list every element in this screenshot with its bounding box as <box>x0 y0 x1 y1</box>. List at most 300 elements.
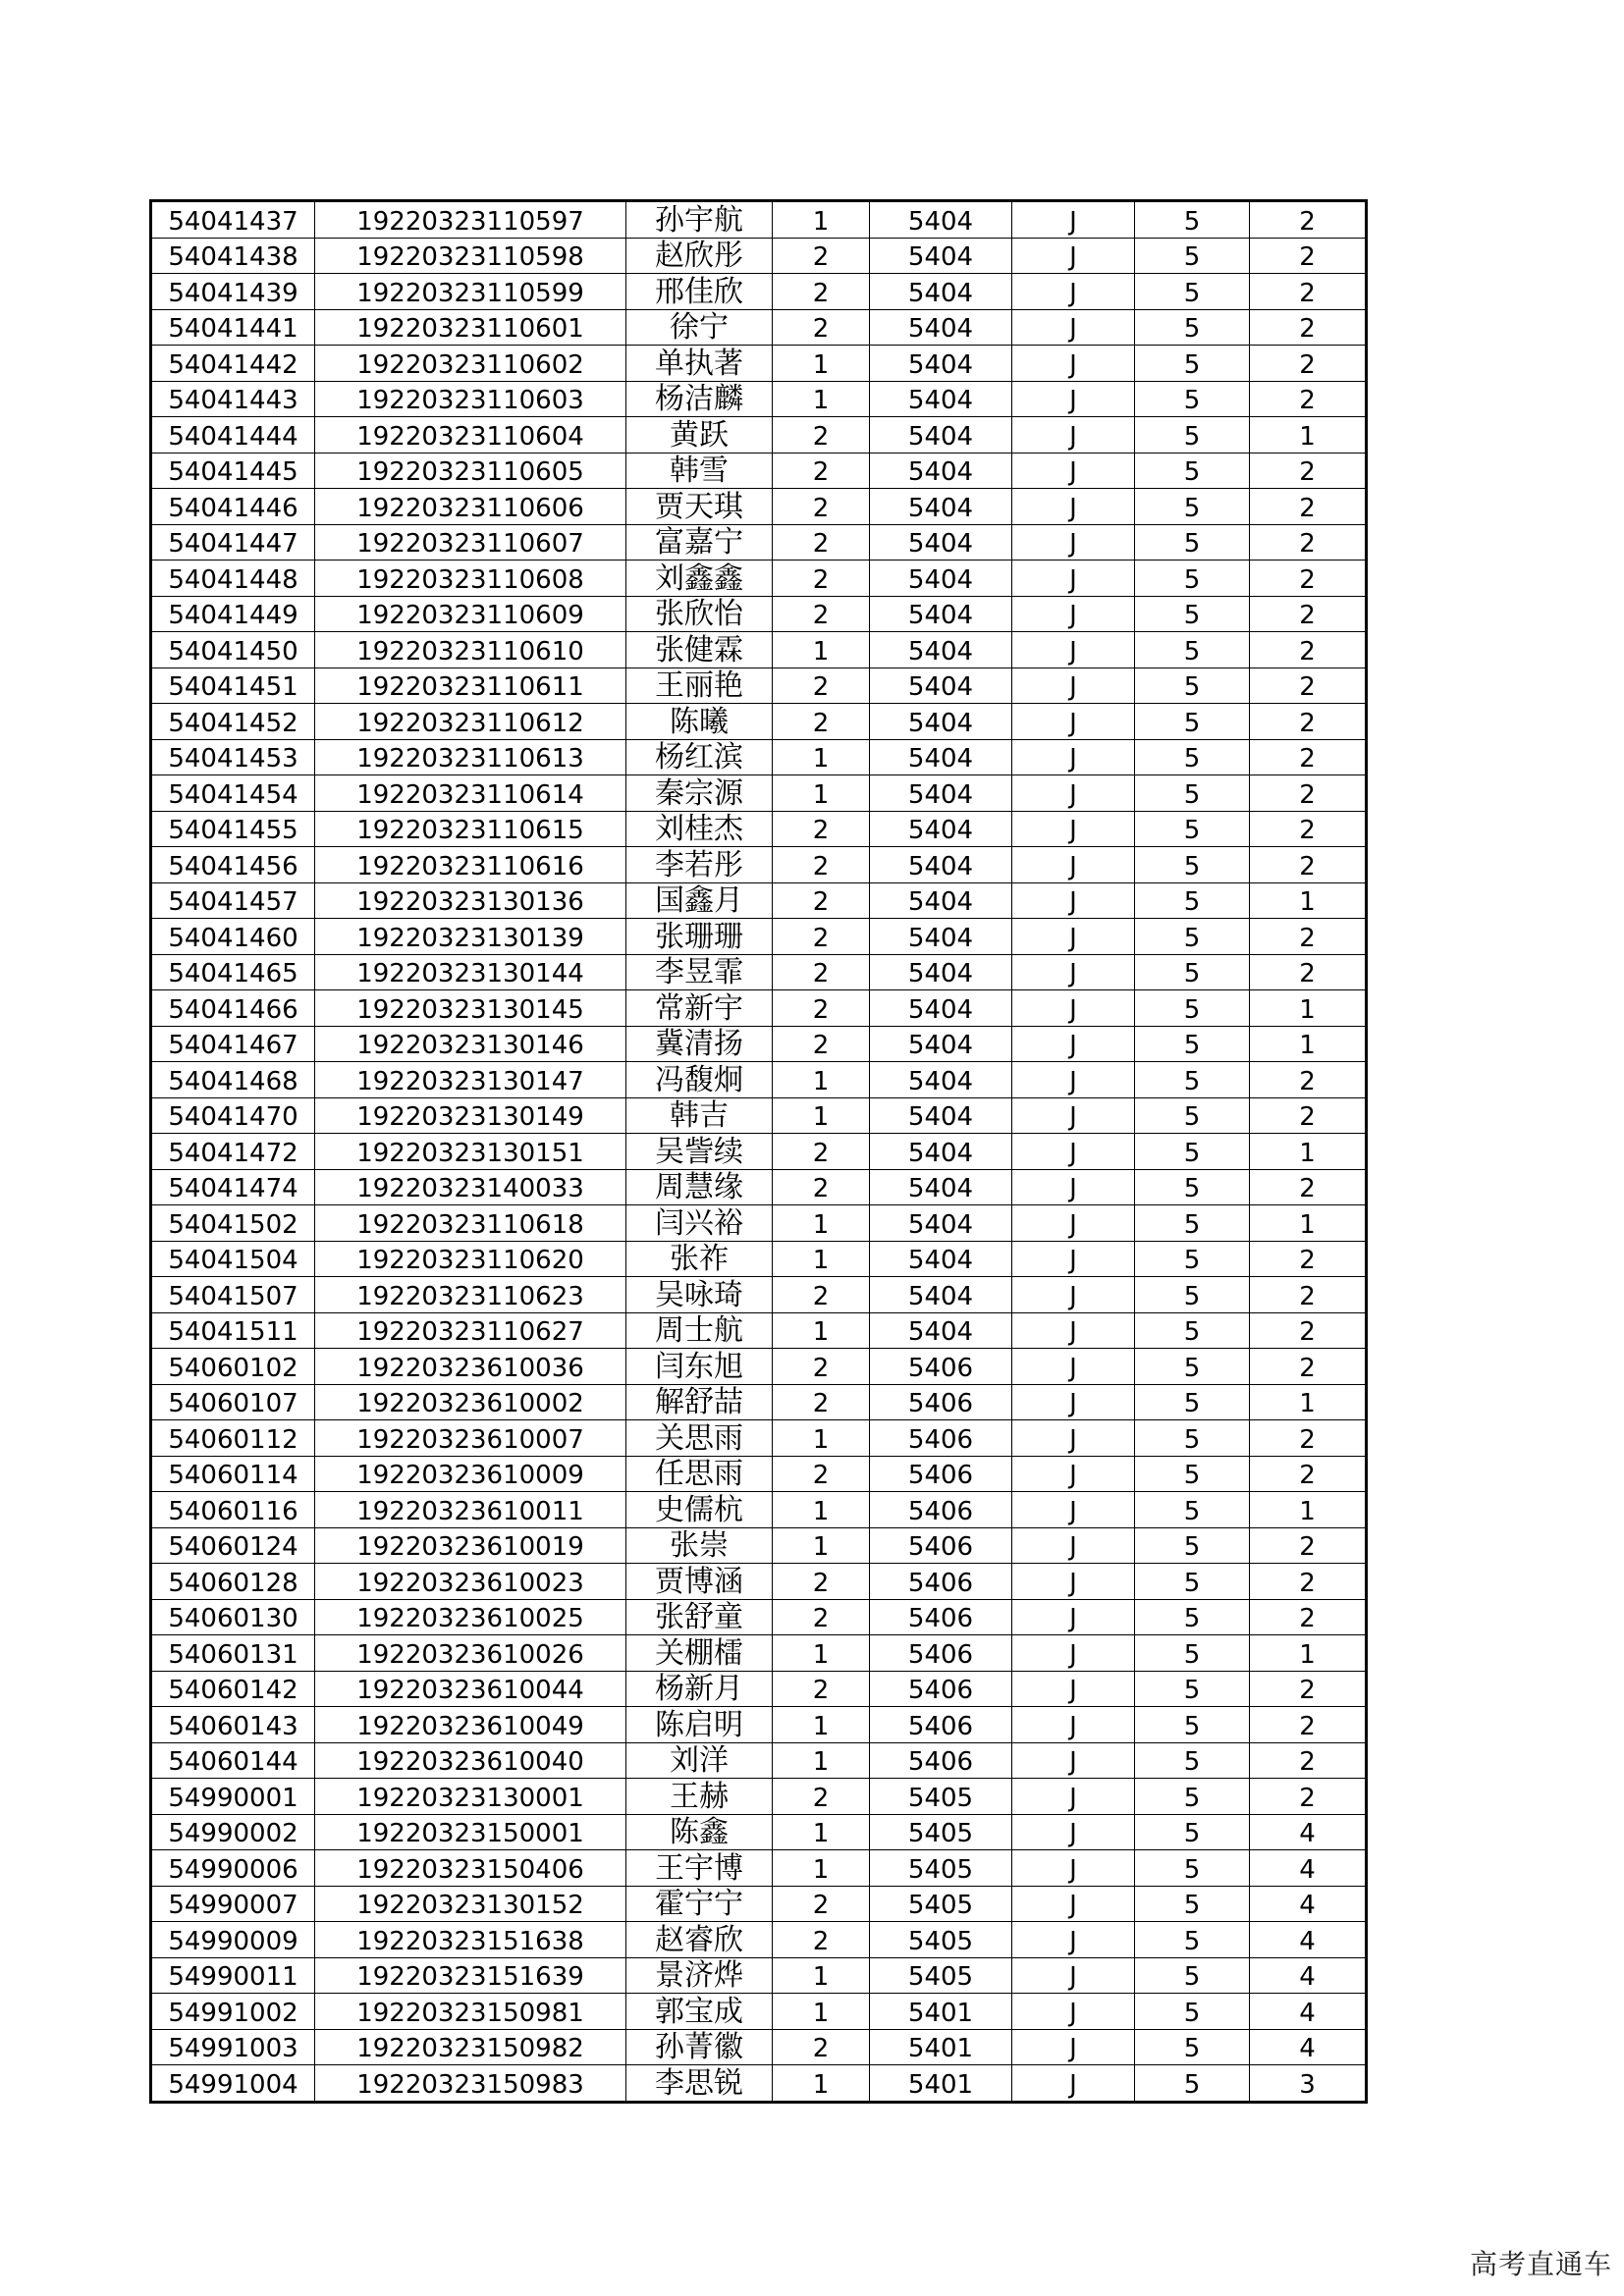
result-code-cell: 2 <box>1250 238 1367 274</box>
level-cell: 5 <box>1135 739 1250 775</box>
school-code-cell: 5404 <box>870 524 1012 561</box>
category-cell: J <box>1012 238 1135 274</box>
school-code-cell: 5406 <box>870 1349 1012 1385</box>
table-row <box>151 346 1367 382</box>
school-code-cell: 5404 <box>870 847 1012 883</box>
category-cell: J <box>1012 1241 1135 1277</box>
exam-id-cell: 19220323130151 <box>315 1134 626 1170</box>
ticket-number-cell: 54041511 <box>151 1312 315 1349</box>
table-row <box>151 381 1367 417</box>
result-code-cell: 2 <box>1250 274 1367 310</box>
gender-code-cell: 2 <box>773 1456 870 1492</box>
level-cell: 5 <box>1135 1312 1250 1349</box>
category-cell: J <box>1012 381 1135 417</box>
level-cell: 5 <box>1135 1384 1250 1420</box>
school-code-cell: 5404 <box>870 1241 1012 1277</box>
level-cell: 5 <box>1135 1671 1250 1707</box>
school-code-cell: 5405 <box>870 1779 1012 1815</box>
school-code-cell: 5404 <box>870 1205 1012 1242</box>
exam-id-cell: 19220323610044 <box>315 1671 626 1707</box>
name-cell: 李昱霏 <box>626 954 773 990</box>
name-cell: 冀清扬 <box>626 1026 773 1062</box>
table-row <box>151 1492 1367 1528</box>
name-cell: 任思雨 <box>626 1456 773 1492</box>
exam-id-cell: 19220323110614 <box>315 775 626 812</box>
result-code-cell: 2 <box>1250 524 1367 561</box>
exam-id-cell: 19220323130146 <box>315 1026 626 1062</box>
result-code-cell: 2 <box>1250 1671 1367 1707</box>
gender-code-cell: 1 <box>773 1241 870 1277</box>
result-code-cell: 1 <box>1250 882 1367 919</box>
table-row <box>151 2065 1367 2103</box>
category-cell: J <box>1012 775 1135 812</box>
category-cell: J <box>1012 632 1135 668</box>
gender-code-cell: 1 <box>773 1312 870 1349</box>
table-row <box>151 775 1367 812</box>
ticket-number-cell: 54041472 <box>151 1134 315 1170</box>
category-cell: J <box>1012 990 1135 1027</box>
level-cell: 5 <box>1135 954 1250 990</box>
gender-code-cell: 1 <box>773 739 870 775</box>
level-cell: 5 <box>1135 1420 1250 1457</box>
ticket-number-cell: 54041470 <box>151 1097 315 1134</box>
school-code-cell: 5401 <box>870 2029 1012 2065</box>
result-code-cell: 2 <box>1250 1420 1367 1457</box>
gender-code-cell: 1 <box>773 1420 870 1457</box>
gender-code-cell: 1 <box>773 1994 870 2030</box>
school-code-cell: 5404 <box>870 1312 1012 1349</box>
school-code-cell: 5406 <box>870 1492 1012 1528</box>
name-cell: 贾博涵 <box>626 1564 773 1600</box>
school-code-cell: 5404 <box>870 990 1012 1027</box>
result-code-cell: 2 <box>1250 1527 1367 1564</box>
exam-id-cell: 19220323110605 <box>315 453 626 489</box>
school-code-cell: 5404 <box>870 704 1012 740</box>
table-row <box>151 524 1367 561</box>
level-cell: 5 <box>1135 1814 1250 1850</box>
result-code-cell: 2 <box>1250 561 1367 597</box>
category-cell: J <box>1012 1349 1135 1385</box>
ticket-number-cell: 54041457 <box>151 882 315 919</box>
exam-id-cell: 19220323130145 <box>315 990 626 1027</box>
roster-table-body <box>151 201 1367 2103</box>
name-cell: 关思雨 <box>626 1420 773 1457</box>
ticket-number-cell: 54060131 <box>151 1635 315 1672</box>
name-cell: 常新宇 <box>626 990 773 1027</box>
level-cell: 5 <box>1135 1922 1250 1958</box>
gender-code-cell: 2 <box>773 847 870 883</box>
table-row <box>151 417 1367 454</box>
table-row <box>151 453 1367 489</box>
table-row <box>151 1420 1367 1457</box>
name-cell: 杨红滨 <box>626 739 773 775</box>
watermark-text: 高考直通车 <box>1469 2248 1612 2280</box>
name-cell: 贾天琪 <box>626 489 773 525</box>
ticket-number-cell: 54041442 <box>151 346 315 382</box>
exam-id-cell: 19220323610049 <box>315 1707 626 1743</box>
name-cell: 刘洋 <box>626 1742 773 1779</box>
category-cell: J <box>1012 954 1135 990</box>
result-code-cell: 2 <box>1250 201 1367 239</box>
category-cell: J <box>1012 1277 1135 1313</box>
table-row <box>151 596 1367 632</box>
result-code-cell: 2 <box>1250 954 1367 990</box>
table-row <box>151 1241 1367 1277</box>
ticket-number-cell: 54041504 <box>151 1241 315 1277</box>
exam-id-cell: 19220323610007 <box>315 1420 626 1457</box>
ticket-number-cell: 54060130 <box>151 1599 315 1635</box>
exam-id-cell: 19220323610040 <box>315 1742 626 1779</box>
table-row <box>151 1564 1367 1600</box>
exam-id-cell: 19220323150982 <box>315 2029 626 2065</box>
gender-code-cell: 1 <box>773 1062 870 1098</box>
school-code-cell: 5406 <box>870 1527 1012 1564</box>
level-cell: 5 <box>1135 2065 1250 2103</box>
school-code-cell: 5406 <box>870 1420 1012 1457</box>
category-cell: J <box>1012 1957 1135 1994</box>
gender-code-cell: 1 <box>773 1097 870 1134</box>
level-cell: 5 <box>1135 596 1250 632</box>
level-cell: 5 <box>1135 1564 1250 1600</box>
level-cell: 5 <box>1135 667 1250 704</box>
exam-id-cell: 19220323610011 <box>315 1492 626 1528</box>
ticket-number-cell: 54041443 <box>151 381 315 417</box>
name-cell: 孙宇航 <box>626 201 773 239</box>
gender-code-cell: 2 <box>773 704 870 740</box>
level-cell: 5 <box>1135 919 1250 955</box>
exam-id-cell: 19220323140033 <box>315 1169 626 1205</box>
level-cell: 5 <box>1135 453 1250 489</box>
ticket-number-cell: 54041453 <box>151 739 315 775</box>
exam-id-cell: 19220323610036 <box>315 1349 626 1385</box>
table-row <box>151 1169 1367 1205</box>
level-cell: 5 <box>1135 1456 1250 1492</box>
name-cell: 周慧缘 <box>626 1169 773 1205</box>
result-code-cell: 2 <box>1250 1349 1367 1385</box>
level-cell: 5 <box>1135 524 1250 561</box>
school-code-cell: 5405 <box>870 1922 1012 1958</box>
table-row <box>151 1635 1367 1672</box>
result-code-cell: 1 <box>1250 990 1367 1027</box>
level-cell: 5 <box>1135 1349 1250 1385</box>
school-code-cell: 5404 <box>870 417 1012 454</box>
category-cell: J <box>1012 1564 1135 1600</box>
result-code-cell: 2 <box>1250 1707 1367 1743</box>
result-code-cell: 2 <box>1250 1456 1367 1492</box>
category-cell: J <box>1012 2065 1135 2103</box>
category-cell: J <box>1012 1742 1135 1779</box>
ticket-number-cell: 54060144 <box>151 1742 315 1779</box>
category-cell: J <box>1012 1026 1135 1062</box>
ticket-number-cell: 54041449 <box>151 596 315 632</box>
level-cell: 5 <box>1135 847 1250 883</box>
ticket-number-cell: 54041467 <box>151 1026 315 1062</box>
name-cell: 杨新月 <box>626 1671 773 1707</box>
gender-code-cell: 2 <box>773 882 870 919</box>
result-code-cell: 4 <box>1250 1994 1367 2030</box>
roster-table <box>149 199 1368 2104</box>
name-cell: 王丽艳 <box>626 667 773 704</box>
ticket-number-cell: 54041438 <box>151 238 315 274</box>
exam-id-cell: 19220323151639 <box>315 1957 626 1994</box>
gender-code-cell: 1 <box>773 1850 870 1887</box>
gender-code-cell: 2 <box>773 1779 870 1815</box>
category-cell: J <box>1012 309 1135 346</box>
name-cell: 韩雪 <box>626 453 773 489</box>
school-code-cell: 5404 <box>870 489 1012 525</box>
exam-id-cell: 19220323130147 <box>315 1062 626 1098</box>
ticket-number-cell: 54060128 <box>151 1564 315 1600</box>
name-cell: 杨洁麟 <box>626 381 773 417</box>
name-cell: 郭宝成 <box>626 1994 773 2030</box>
ticket-number-cell: 54990011 <box>151 1957 315 1994</box>
level-cell: 5 <box>1135 1026 1250 1062</box>
result-code-cell: 2 <box>1250 1599 1367 1635</box>
table-row <box>151 919 1367 955</box>
table-row <box>151 1957 1367 1994</box>
table-row <box>151 1599 1367 1635</box>
category-cell: J <box>1012 1492 1135 1528</box>
result-code-cell: 2 <box>1250 1779 1367 1815</box>
result-code-cell: 2 <box>1250 739 1367 775</box>
level-cell: 5 <box>1135 1707 1250 1743</box>
school-code-cell: 5404 <box>870 1062 1012 1098</box>
category-cell: J <box>1012 2029 1135 2065</box>
level-cell: 5 <box>1135 1062 1250 1098</box>
ticket-number-cell: 54041465 <box>151 954 315 990</box>
name-cell: 张舒童 <box>626 1599 773 1635</box>
school-code-cell: 5404 <box>870 882 1012 919</box>
table-row <box>151 1886 1367 1922</box>
exam-id-cell: 19220323110623 <box>315 1277 626 1313</box>
table-row <box>151 1277 1367 1313</box>
gender-code-cell: 1 <box>773 775 870 812</box>
school-code-cell: 5404 <box>870 954 1012 990</box>
exam-id-cell: 19220323151638 <box>315 1922 626 1958</box>
table-row <box>151 274 1367 310</box>
level-cell: 5 <box>1135 1742 1250 1779</box>
table-row <box>151 1779 1367 1815</box>
name-cell: 张珊珊 <box>626 919 773 955</box>
school-code-cell: 5401 <box>870 2065 1012 2103</box>
level-cell: 5 <box>1135 1779 1250 1815</box>
gender-code-cell: 2 <box>773 811 870 847</box>
result-code-cell: 4 <box>1250 1850 1367 1887</box>
ticket-number-cell: 54991003 <box>151 2029 315 2065</box>
gender-code-cell: 2 <box>773 489 870 525</box>
category-cell: J <box>1012 1312 1135 1349</box>
ticket-number-cell: 54990002 <box>151 1814 315 1850</box>
table-row <box>151 309 1367 346</box>
level-cell: 5 <box>1135 381 1250 417</box>
exam-id-cell: 19220323110598 <box>315 238 626 274</box>
gender-code-cell: 2 <box>773 453 870 489</box>
result-code-cell: 2 <box>1250 775 1367 812</box>
name-cell: 周士航 <box>626 1312 773 1349</box>
level-cell: 5 <box>1135 201 1250 239</box>
ticket-number-cell: 54041450 <box>151 632 315 668</box>
level-cell: 5 <box>1135 1635 1250 1672</box>
result-code-cell: 1 <box>1250 1635 1367 1672</box>
exam-id-cell: 19220323610002 <box>315 1384 626 1420</box>
gender-code-cell: 2 <box>773 1277 870 1313</box>
exam-id-cell: 19220323110599 <box>315 274 626 310</box>
table-row <box>151 882 1367 919</box>
ticket-number-cell: 54041466 <box>151 990 315 1027</box>
level-cell: 5 <box>1135 1205 1250 1242</box>
ticket-number-cell: 54041454 <box>151 775 315 812</box>
table-row <box>151 990 1367 1027</box>
gender-code-cell: 2 <box>773 1564 870 1600</box>
gender-code-cell: 1 <box>773 1814 870 1850</box>
name-cell: 国鑫月 <box>626 882 773 919</box>
exam-id-cell: 19220323150406 <box>315 1850 626 1887</box>
name-cell: 闫兴裕 <box>626 1205 773 1242</box>
category-cell: J <box>1012 453 1135 489</box>
table-row <box>151 238 1367 274</box>
exam-id-cell: 19220323110620 <box>315 1241 626 1277</box>
school-code-cell: 5401 <box>870 1994 1012 2030</box>
exam-id-cell: 19220323110597 <box>315 201 626 239</box>
gender-code-cell: 1 <box>773 1527 870 1564</box>
category-cell: J <box>1012 847 1135 883</box>
ticket-number-cell: 54041448 <box>151 561 315 597</box>
school-code-cell: 5404 <box>870 346 1012 382</box>
name-cell: 张欣怡 <box>626 596 773 632</box>
school-code-cell: 5404 <box>870 561 1012 597</box>
exam-id-cell: 19220323130149 <box>315 1097 626 1134</box>
level-cell: 5 <box>1135 1527 1250 1564</box>
gender-code-cell: 2 <box>773 1886 870 1922</box>
ticket-number-cell: 54041460 <box>151 919 315 955</box>
result-code-cell: 2 <box>1250 667 1367 704</box>
school-code-cell: 5406 <box>870 1564 1012 1600</box>
name-cell: 赵睿欣 <box>626 1922 773 1958</box>
result-code-cell: 2 <box>1250 704 1367 740</box>
category-cell: J <box>1012 704 1135 740</box>
ticket-number-cell: 54041445 <box>151 453 315 489</box>
name-cell: 张崇 <box>626 1527 773 1564</box>
gender-code-cell: 2 <box>773 238 870 274</box>
ticket-number-cell: 54041451 <box>151 667 315 704</box>
result-code-cell: 2 <box>1250 1169 1367 1205</box>
category-cell: J <box>1012 1205 1135 1242</box>
exam-id-cell: 19220323610019 <box>315 1527 626 1564</box>
exam-id-cell: 19220323130152 <box>315 1886 626 1922</box>
level-cell: 5 <box>1135 274 1250 310</box>
result-code-cell: 4 <box>1250 1814 1367 1850</box>
gender-code-cell: 2 <box>773 954 870 990</box>
category-cell: J <box>1012 1420 1135 1457</box>
gender-code-cell: 1 <box>773 201 870 239</box>
gender-code-cell: 2 <box>773 596 870 632</box>
exam-id-cell: 19220323150981 <box>315 1994 626 2030</box>
category-cell: J <box>1012 1527 1135 1564</box>
ticket-number-cell: 54041441 <box>151 309 315 346</box>
category-cell: J <box>1012 1850 1135 1887</box>
gender-code-cell: 1 <box>773 1957 870 1994</box>
level-cell: 5 <box>1135 1886 1250 1922</box>
category-cell: J <box>1012 1456 1135 1492</box>
ticket-number-cell: 54060142 <box>151 1671 315 1707</box>
category-cell: J <box>1012 739 1135 775</box>
table-row <box>151 632 1367 668</box>
school-code-cell: 5404 <box>870 811 1012 847</box>
school-code-cell: 5404 <box>870 1277 1012 1313</box>
exam-id-cell: 19220323110606 <box>315 489 626 525</box>
category-cell: J <box>1012 1994 1135 2030</box>
category-cell: J <box>1012 274 1135 310</box>
name-cell: 单执著 <box>626 346 773 382</box>
exam-id-cell: 19220323110608 <box>315 561 626 597</box>
result-code-cell: 3 <box>1250 2065 1367 2103</box>
school-code-cell: 5404 <box>870 1134 1012 1170</box>
table-row <box>151 1097 1367 1134</box>
category-cell: J <box>1012 1635 1135 1672</box>
exam-id-cell: 19220323110615 <box>315 811 626 847</box>
ticket-number-cell: 54991002 <box>151 1994 315 2030</box>
name-cell: 李若彤 <box>626 847 773 883</box>
name-cell: 霍宁宁 <box>626 1886 773 1922</box>
school-code-cell: 5404 <box>870 238 1012 274</box>
school-code-cell: 5404 <box>870 1026 1012 1062</box>
result-code-cell: 2 <box>1250 1742 1367 1779</box>
exam-id-cell: 19220323110613 <box>315 739 626 775</box>
gender-code-cell: 2 <box>773 1671 870 1707</box>
gender-code-cell: 1 <box>773 1742 870 1779</box>
exam-id-cell: 19220323130136 <box>315 882 626 919</box>
category-cell: J <box>1012 882 1135 919</box>
table-row <box>151 1205 1367 1242</box>
table-row <box>151 739 1367 775</box>
level-cell: 5 <box>1135 1134 1250 1170</box>
name-cell: 史儒杭 <box>626 1492 773 1528</box>
table-row <box>151 1312 1367 1349</box>
name-cell: 刘鑫鑫 <box>626 561 773 597</box>
gender-code-cell: 2 <box>773 990 870 1027</box>
exam-id-cell: 19220323110612 <box>315 704 626 740</box>
level-cell: 5 <box>1135 1492 1250 1528</box>
school-code-cell: 5404 <box>870 1169 1012 1205</box>
category-cell: J <box>1012 489 1135 525</box>
level-cell: 5 <box>1135 632 1250 668</box>
school-code-cell: 5405 <box>870 1886 1012 1922</box>
name-cell: 邢佳欣 <box>626 274 773 310</box>
name-cell: 陈鑫 <box>626 1814 773 1850</box>
result-code-cell: 2 <box>1250 489 1367 525</box>
category-cell: J <box>1012 1062 1135 1098</box>
ticket-number-cell: 54990007 <box>151 1886 315 1922</box>
result-code-cell: 2 <box>1250 1097 1367 1134</box>
level-cell: 5 <box>1135 238 1250 274</box>
ticket-number-cell: 54041439 <box>151 274 315 310</box>
level-cell: 5 <box>1135 775 1250 812</box>
category-cell: J <box>1012 919 1135 955</box>
gender-code-cell: 2 <box>773 1169 870 1205</box>
gender-code-cell: 2 <box>773 524 870 561</box>
category-cell: J <box>1012 1671 1135 1707</box>
table-row <box>151 1994 1367 2030</box>
school-code-cell: 5406 <box>870 1384 1012 1420</box>
school-code-cell: 5404 <box>870 1097 1012 1134</box>
name-cell: 解舒喆 <box>626 1384 773 1420</box>
school-code-cell: 5404 <box>870 274 1012 310</box>
table-row <box>151 2029 1367 2065</box>
level-cell: 5 <box>1135 990 1250 1027</box>
exam-id-cell: 19220323110610 <box>315 632 626 668</box>
result-code-cell: 4 <box>1250 1922 1367 1958</box>
table-row <box>151 954 1367 990</box>
